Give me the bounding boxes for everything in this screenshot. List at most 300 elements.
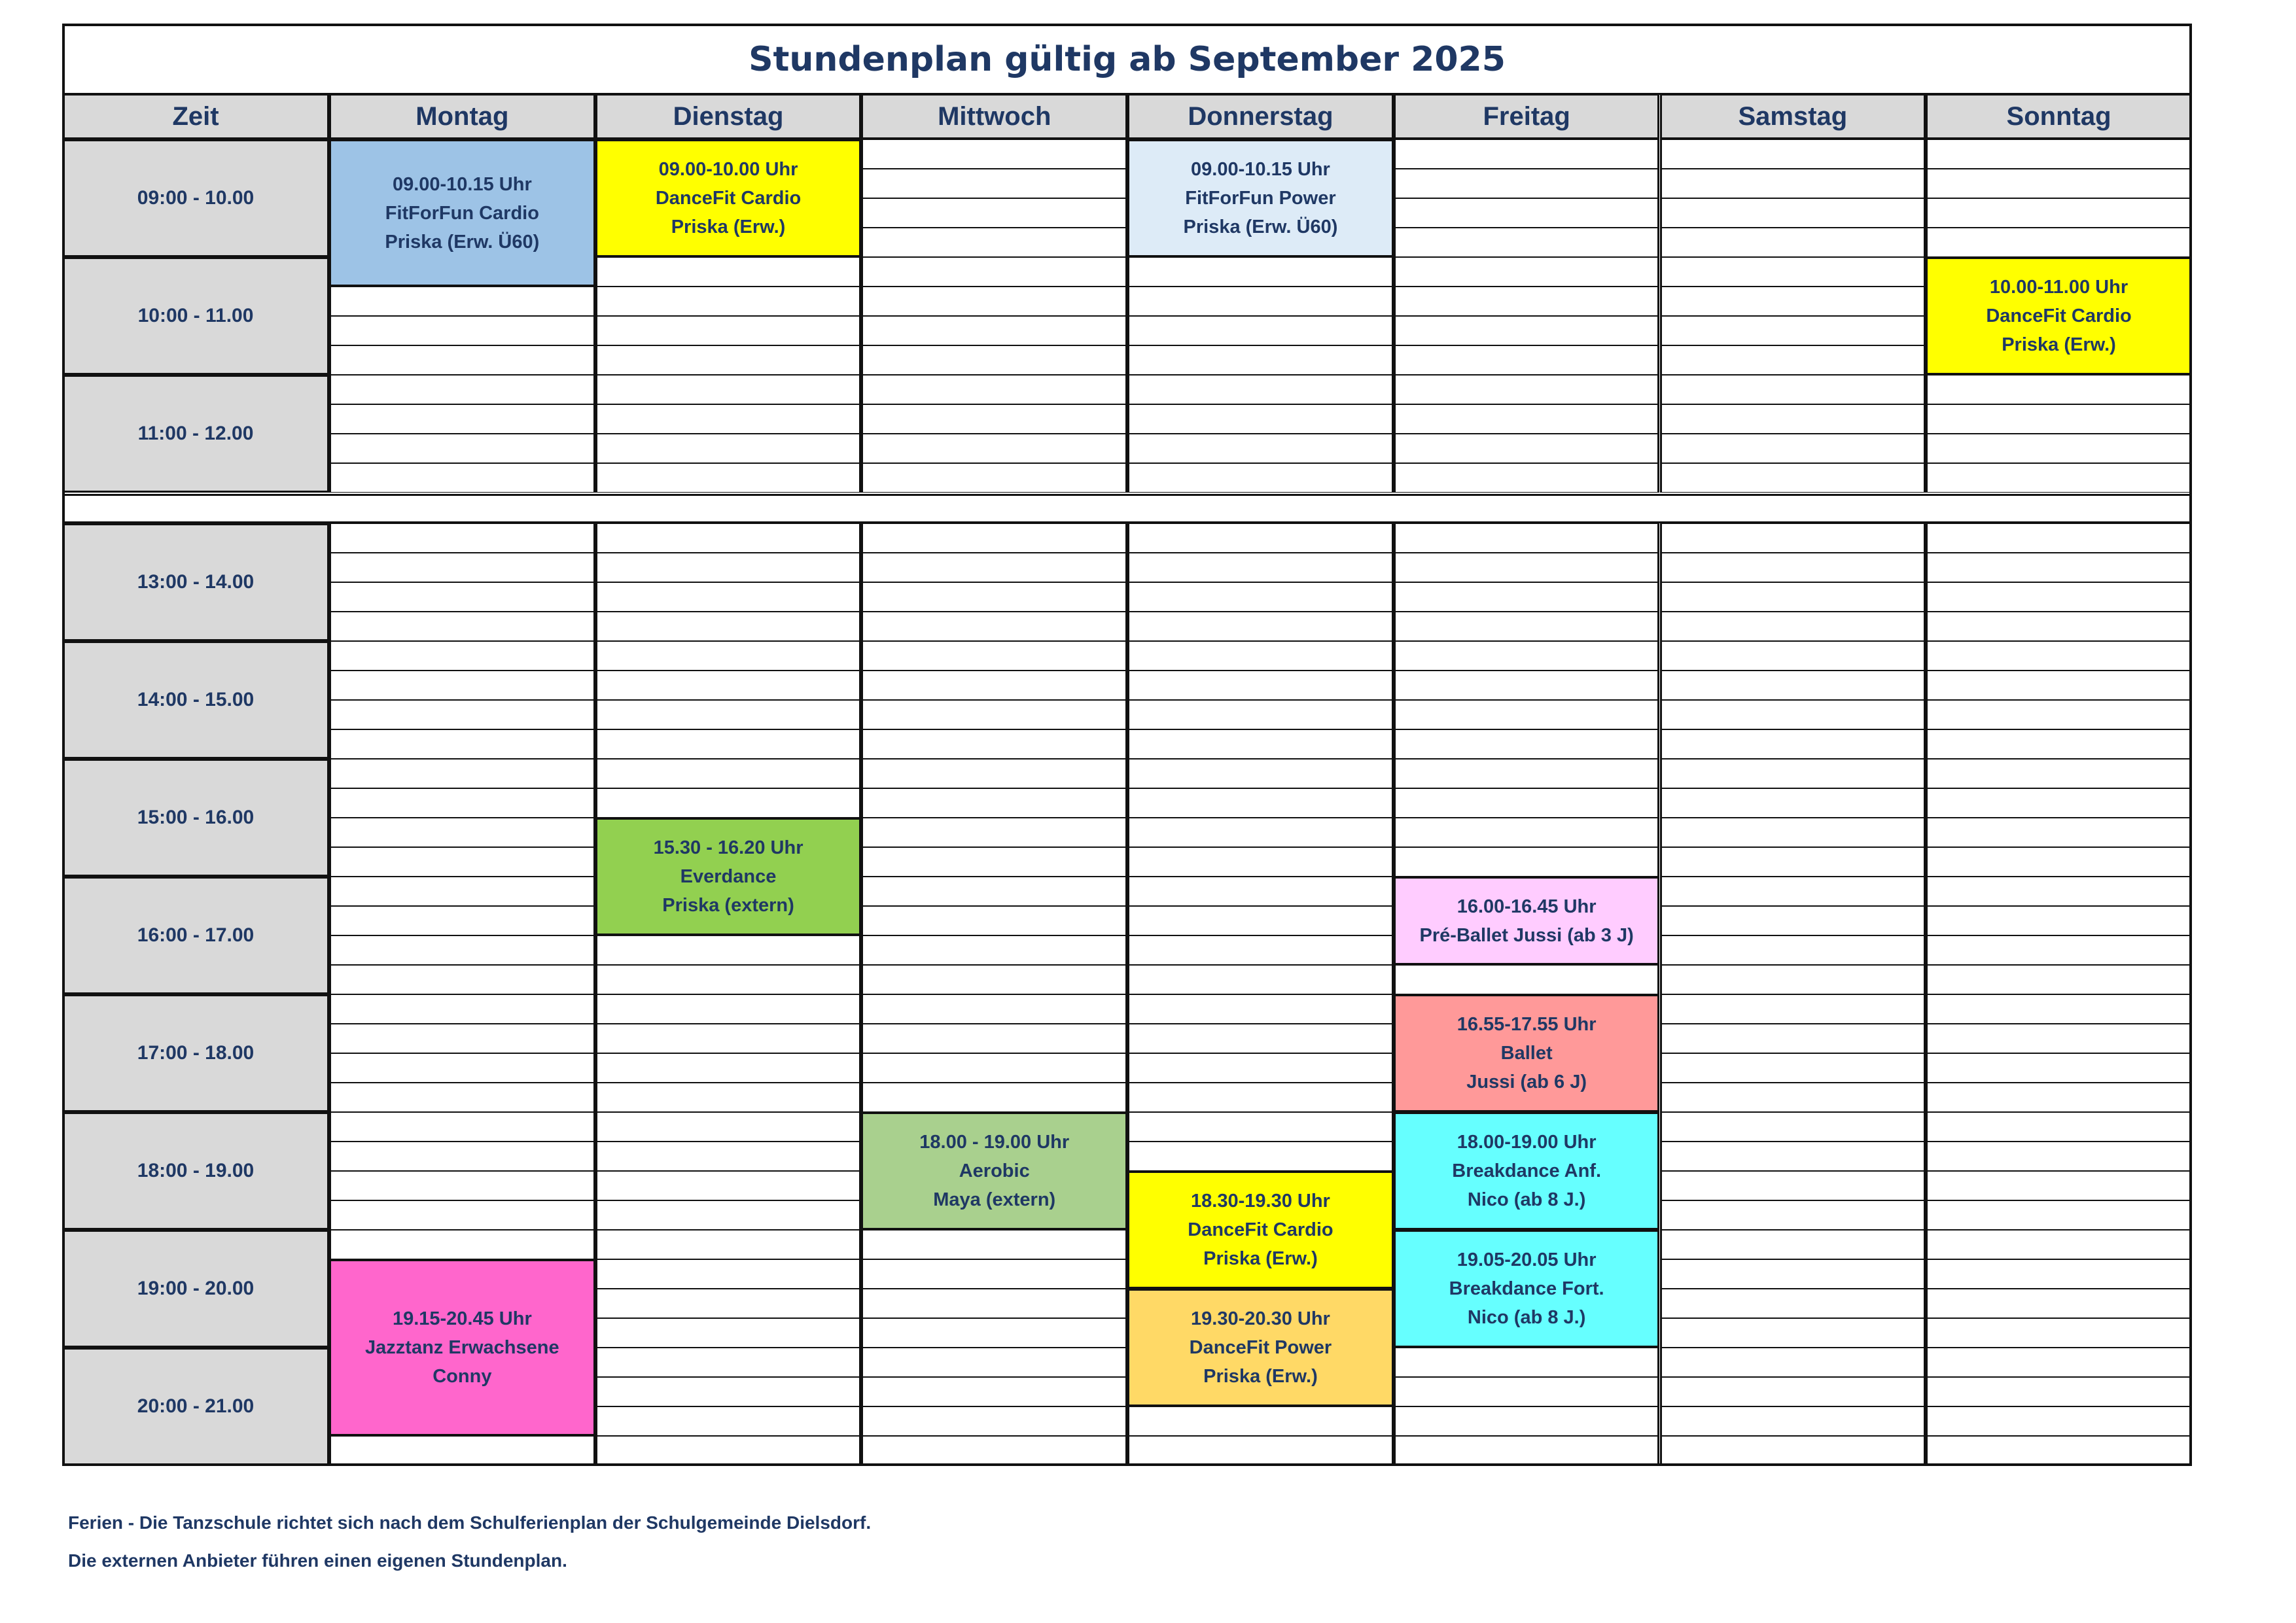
slot-cell: [329, 700, 595, 729]
slot-cell: [595, 1083, 862, 1112]
slot-cell: [595, 1318, 862, 1348]
slot-cell: [1660, 1406, 1926, 1436]
slot-cell: [329, 1230, 595, 1259]
slot-cell: [1660, 139, 1926, 169]
slot-cell: [1660, 1259, 1926, 1289]
event-text-line: 19.15-20.45 Uhr: [392, 1308, 532, 1329]
slot-cell: [1394, 1406, 1660, 1436]
slot-cell: [329, 965, 595, 994]
slot-cell: [861, 1024, 1127, 1053]
slot-cell: [1660, 729, 1926, 759]
slot-cell: [861, 1230, 1127, 1259]
slot-cell: [1394, 671, 1660, 700]
column-header-montag: Montag: [329, 94, 595, 139]
time-label: 18:00 - 19.00: [62, 1112, 329, 1230]
slot-cell: [861, 375, 1127, 404]
slot-cell: [329, 434, 595, 463]
slot-cell: [329, 553, 595, 582]
slot-cell: [1660, 463, 1926, 493]
slot-cell: [329, 818, 595, 847]
slot-cell: [861, 877, 1127, 906]
event-text-line: Priska (Erw. Ü60): [385, 231, 540, 253]
slot-cell: [595, 1230, 862, 1259]
slot-cell: [1660, 818, 1926, 847]
slot-cell: [861, 1436, 1127, 1465]
slot-cell: [329, 287, 595, 316]
slot-cell: [1127, 700, 1394, 729]
slot-cell: [1127, 759, 1394, 788]
slot-cell: [1127, 612, 1394, 641]
slot-cell: [861, 582, 1127, 612]
slot-cell: [1127, 434, 1394, 463]
event-text-line: 10.00-11.00 Uhr: [1989, 277, 2128, 298]
slot-cell: [1926, 1142, 2192, 1171]
slot-cell: [1394, 1377, 1660, 1406]
slot-cell: [1926, 1289, 2192, 1318]
slot-cell: [1660, 877, 1926, 906]
slot-cell: [1127, 463, 1394, 493]
slot-cell: [1660, 1142, 1926, 1171]
slot-cell: [1394, 965, 1660, 994]
slot-cell: [1127, 788, 1394, 818]
slot-cell: [1660, 700, 1926, 729]
event-text-line: 18.00-19.00 Uhr: [1457, 1132, 1597, 1153]
slot-cell: [1926, 1112, 2192, 1142]
slot-cell: [1926, 169, 2192, 198]
slot-cell: [1394, 463, 1660, 493]
slot-cell: [1394, 818, 1660, 847]
time-label: 13:00 - 14.00: [62, 523, 329, 641]
slot-cell: [329, 671, 595, 700]
slot-cell: [1127, 877, 1394, 906]
slot-cell: [1926, 1436, 2192, 1465]
slot-cell: [1660, 1436, 1926, 1465]
slot-cell: [329, 463, 595, 493]
event-text-line: 09.00-10.15 Uhr: [392, 173, 532, 195]
slot-cell: [1394, 316, 1660, 345]
slot-cell: [1127, 1024, 1394, 1053]
slot-cell: [1394, 169, 1660, 198]
slot-cell: [1394, 228, 1660, 257]
slot-cell: [1394, 375, 1660, 404]
class-event: [595, 139, 862, 257]
event-text-line: DanceFit Cardio: [1986, 305, 2132, 326]
slot-cell: [1660, 169, 1926, 198]
slot-cell: [861, 788, 1127, 818]
slot-cell: [595, 1259, 862, 1289]
event-text-line: DanceFit Cardio: [1188, 1219, 1333, 1240]
slot-cell: [1660, 759, 1926, 788]
time-label: 10:00 - 11.00: [62, 257, 329, 375]
slot-cell: [329, 1112, 595, 1142]
slot-cell: [1394, 641, 1660, 671]
slot-cell: [861, 1348, 1127, 1377]
slot-cell: [1926, 994, 2192, 1024]
slot-cell: [595, 1406, 862, 1436]
class-event: [1127, 1289, 1394, 1406]
slot-cell: [1660, 1083, 1926, 1112]
time-label: 19:00 - 20.00: [62, 1230, 329, 1348]
slot-cell: [1394, 729, 1660, 759]
slot-cell: [1660, 641, 1926, 671]
slot-cell: [1127, 1436, 1394, 1465]
slot-cell: [1127, 1406, 1394, 1436]
slot-cell: [1926, 759, 2192, 788]
slot-cell: [1394, 257, 1660, 287]
class-event: [861, 1112, 1127, 1230]
event-text-line: Priska (Erw. Ü60): [1183, 217, 1338, 237]
slot-cell: [1660, 553, 1926, 582]
slot-cell: [861, 1318, 1127, 1348]
class-event: [1394, 1112, 1660, 1230]
slot-cell: [1926, 434, 2192, 463]
slot-cell: [595, 612, 862, 641]
slot-cell: [1926, 1053, 2192, 1083]
slot-cell: [1127, 818, 1394, 847]
slot-cell: [1394, 198, 1660, 228]
slot-cell: [329, 1436, 595, 1465]
slot-cell: [1127, 257, 1394, 287]
slot-cell: [1127, 641, 1394, 671]
time-label: 17:00 - 18.00: [62, 994, 329, 1112]
slot-cell: [1660, 434, 1926, 463]
slot-cell: [329, 1142, 595, 1171]
slot-cell: [861, 965, 1127, 994]
slot-cell: [1394, 759, 1660, 788]
column-header-donnerstag: Donnerstag: [1127, 94, 1394, 139]
event-text-line: FitForFun Cardio: [385, 202, 539, 224]
slot-cell: [595, 994, 862, 1024]
event-text-line: Conny: [433, 1366, 492, 1387]
slot-cell: [329, 523, 595, 553]
slot-cell: [329, 935, 595, 965]
slot-cell: [595, 759, 862, 788]
slot-cell: [1394, 434, 1660, 463]
slot-cell: [1926, 1406, 2192, 1436]
slot-cell: [1926, 788, 2192, 818]
slot-cell: [1926, 1377, 2192, 1406]
slot-cell: [595, 1377, 862, 1406]
slot-cell: [861, 316, 1127, 345]
slot-cell: [595, 671, 862, 700]
slot-cell: [329, 847, 595, 877]
slot-cell: [1926, 1083, 2192, 1112]
slot-cell: [329, 877, 595, 906]
slot-cell: [1660, 582, 1926, 612]
slot-cell: [1926, 198, 2192, 228]
time-label: 15:00 - 16.00: [62, 759, 329, 877]
slot-cell: [1926, 375, 2192, 404]
slot-cell: [1660, 287, 1926, 316]
time-label: 20:00 - 21.00: [62, 1348, 329, 1465]
slot-cell: [861, 1259, 1127, 1289]
slot-cell: [861, 287, 1127, 316]
slot-cell: [1660, 228, 1926, 257]
column-header-freitag: Freitag: [1394, 94, 1660, 139]
slot-cell: [1926, 818, 2192, 847]
slot-cell: [1127, 316, 1394, 345]
slot-cell: [595, 1200, 862, 1230]
slot-cell: [1394, 1348, 1660, 1377]
slot-cell: [1660, 847, 1926, 877]
slot-cell: [595, 935, 862, 965]
slot-cell: [861, 434, 1127, 463]
lunch-break-row: [62, 494, 2192, 523]
time-label: 11:00 - 12.00: [62, 375, 329, 493]
slot-cell: [595, 1171, 862, 1200]
event-text-line: Nico (ab 8 J.): [1467, 1307, 1586, 1328]
slot-cell: [1394, 404, 1660, 434]
slot-cell: [1926, 671, 2192, 700]
page-title: Stundenplan gültig ab September 2025: [749, 40, 1506, 79]
slot-cell: [595, 788, 862, 818]
slot-cell: [1660, 1200, 1926, 1230]
class-event: [1394, 994, 1660, 1112]
event-text-line: Priska (extern): [662, 895, 794, 916]
slot-cell: [1394, 582, 1660, 612]
slot-cell: [1394, 612, 1660, 641]
slot-cell: [595, 316, 862, 345]
event-text-line: 09.00-10.00 Uhr: [658, 159, 798, 180]
slot-cell: [1127, 965, 1394, 994]
slot-cell: [595, 641, 862, 671]
footer-note-external: Die externen Anbieter führen einen eigenen Stundenplan.: [68, 1550, 567, 1571]
slot-cell: [1127, 1112, 1394, 1142]
time-label: 14:00 - 15.00: [62, 641, 329, 759]
slot-cell: [861, 641, 1127, 671]
class-event: [1127, 139, 1394, 257]
slot-cell: [329, 729, 595, 759]
slot-cell: [1926, 729, 2192, 759]
slot-cell: [1127, 935, 1394, 965]
footer-note-holidays: Ferien - Die Tanzschule richtet sich nach dem Schulferienplan der Schulgemeinde Dielsdorf.: [68, 1512, 872, 1533]
slot-cell: [1660, 965, 1926, 994]
slot-cell: [861, 553, 1127, 582]
slot-cell: [861, 612, 1127, 641]
slot-cell: [1660, 375, 1926, 404]
slot-cell: [595, 1024, 862, 1053]
event-text-line: 16.00-16.45 Uhr: [1457, 896, 1597, 917]
slot-cell: [861, 1053, 1127, 1083]
event-text-line: Aerobic: [959, 1161, 1030, 1181]
slot-cell: [329, 345, 595, 375]
slot-cell: [861, 257, 1127, 287]
slot-cell: [595, 700, 862, 729]
slot-cell: [1660, 1053, 1926, 1083]
slot-cell: [861, 671, 1127, 700]
event-text-line: DanceFit Power: [1189, 1337, 1332, 1358]
slot-cell: [1394, 700, 1660, 729]
slot-cell: [1127, 553, 1394, 582]
slot-cell: [861, 847, 1127, 877]
slot-cell: [1660, 1024, 1926, 1053]
event-text-line: FitForFun Power: [1185, 188, 1336, 209]
slot-cell: [1926, 463, 2192, 493]
slot-cell: [861, 1289, 1127, 1318]
slot-cell: [861, 345, 1127, 375]
slot-cell: [1127, 345, 1394, 375]
slot-cell: [1660, 345, 1926, 375]
event-text-line: Priska (Erw.): [671, 217, 786, 237]
slot-cell: [861, 818, 1127, 847]
slot-cell: [1127, 523, 1394, 553]
event-text-line: Ballet: [1500, 1043, 1553, 1064]
slot-cell: [861, 729, 1127, 759]
event-text-line: 18.00 - 19.00 Uhr: [919, 1132, 1070, 1153]
slot-cell: [1660, 198, 1926, 228]
slot-cell: [1127, 1142, 1394, 1171]
slot-cell: [1660, 1348, 1926, 1377]
slot-cell: [1926, 582, 2192, 612]
slot-cell: [595, 1142, 862, 1171]
event-text-line: Priska (Erw.): [1203, 1366, 1318, 1387]
slot-cell: [861, 935, 1127, 965]
slot-cell: [1926, 641, 2192, 671]
slot-cell: [1660, 1230, 1926, 1259]
slot-cell: [861, 906, 1127, 935]
slot-cell: [595, 375, 862, 404]
slot-cell: [861, 1406, 1127, 1436]
event-text-line: 09.00-10.15 Uhr: [1191, 159, 1330, 180]
slot-cell: [1660, 1171, 1926, 1200]
slot-cell: [861, 139, 1127, 169]
slot-cell: [1660, 523, 1926, 553]
event-text-line: 15.30 - 16.20 Uhr: [653, 837, 804, 858]
slot-cell: [1926, 906, 2192, 935]
slot-cell: [1926, 1200, 2192, 1230]
slot-cell: [329, 316, 595, 345]
slot-cell: [595, 1436, 862, 1465]
slot-cell: [329, 1171, 595, 1200]
slot-cell: [1926, 965, 2192, 994]
slot-cell: [595, 729, 862, 759]
event-text-line: 19.30-20.30 Uhr: [1191, 1308, 1330, 1329]
slot-cell: [1127, 287, 1394, 316]
slot-cell: [595, 582, 862, 612]
slot-cell: [1127, 582, 1394, 612]
slot-cell: [1926, 1259, 2192, 1289]
slot-cell: [1127, 847, 1394, 877]
slot-cell: [1127, 404, 1394, 434]
slot-cell: [1926, 228, 2192, 257]
slot-cell: [1127, 1053, 1394, 1083]
slot-cell: [1926, 1318, 2192, 1348]
event-text-line: Jazztanz Erwachsene: [365, 1337, 559, 1358]
slot-cell: [329, 641, 595, 671]
slot-cell: [1394, 523, 1660, 553]
event-text-line: 18.30-19.30 Uhr: [1191, 1191, 1330, 1212]
slot-cell: [595, 257, 862, 287]
slot-cell: [861, 1083, 1127, 1112]
slot-cell: [1926, 847, 2192, 877]
slot-cell: [595, 1112, 862, 1142]
column-header-dienstag: Dienstag: [595, 94, 862, 139]
slot-cell: [1394, 139, 1660, 169]
slot-cell: [861, 169, 1127, 198]
slot-cell: [861, 463, 1127, 493]
column-header-samstag: Samstag: [1660, 94, 1926, 139]
event-text-line: Jussi (ab 6 J): [1466, 1072, 1587, 1092]
class-event: [329, 1259, 595, 1436]
event-text-line: 19.05-20.05 Uhr: [1457, 1249, 1597, 1270]
slot-cell: [1660, 906, 1926, 935]
slot-cell: [329, 612, 595, 641]
slot-cell: [1660, 671, 1926, 700]
slot-cell: [1660, 1289, 1926, 1318]
slot-cell: [861, 759, 1127, 788]
slot-cell: [1926, 1171, 2192, 1200]
slot-cell: [1660, 1318, 1926, 1348]
event-text-line: Breakdance Anf.: [1452, 1161, 1602, 1181]
column-header-sonntag: Sonntag: [1926, 94, 2192, 139]
slot-cell: [595, 1289, 862, 1318]
slot-cell: [1660, 404, 1926, 434]
slot-cell: [1926, 612, 2192, 641]
slot-cell: [329, 375, 595, 404]
slot-cell: [1127, 994, 1394, 1024]
slot-cell: [1660, 612, 1926, 641]
slot-cell: [1394, 287, 1660, 316]
time-label: 09:00 - 10.00: [62, 139, 329, 257]
slot-cell: [595, 463, 862, 493]
slot-cell: [1127, 906, 1394, 935]
slot-cell: [1394, 1436, 1660, 1465]
slot-cell: [595, 523, 862, 553]
slot-cell: [1660, 1377, 1926, 1406]
slot-cell: [329, 404, 595, 434]
slot-cell: [1926, 877, 2192, 906]
slot-cell: [595, 1053, 862, 1083]
slot-cell: [595, 287, 862, 316]
slot-cell: [1127, 375, 1394, 404]
slot-cell: [1394, 553, 1660, 582]
slot-cell: [861, 228, 1127, 257]
slot-cell: [329, 582, 595, 612]
slot-cell: [1926, 139, 2192, 169]
event-text-line: 16.55-17.55 Uhr: [1457, 1014, 1597, 1035]
time-label: 16:00 - 17.00: [62, 877, 329, 994]
slot-cell: [1926, 1024, 2192, 1053]
class-event: [1394, 1230, 1660, 1348]
slot-cell: [861, 198, 1127, 228]
slot-cell: [329, 759, 595, 788]
slot-cell: [1127, 729, 1394, 759]
event-text-line: Everdance: [680, 866, 777, 887]
slot-cell: [1926, 523, 2192, 553]
event-text-line: Nico (ab 8 J.): [1467, 1189, 1586, 1210]
slot-cell: [329, 1024, 595, 1053]
slot-cell: [861, 1377, 1127, 1406]
slot-cell: [861, 523, 1127, 553]
event-text-line: DanceFit Cardio: [655, 188, 802, 209]
slot-cell: [1127, 1083, 1394, 1112]
column-header-mittwoch: Mittwoch: [861, 94, 1127, 139]
slot-cell: [1127, 671, 1394, 700]
slot-cell: [329, 994, 595, 1024]
event-text-line: Pré-Ballet Jussi (ab 3 J): [1419, 924, 1634, 946]
slot-cell: [595, 1348, 862, 1377]
class-event: [595, 818, 862, 935]
slot-cell: [329, 1083, 595, 1112]
slot-cell: [329, 788, 595, 818]
slot-cell: [1660, 994, 1926, 1024]
event-text-line: Maya (extern): [933, 1189, 1056, 1210]
slot-cell: [595, 404, 862, 434]
class-event: [1127, 1171, 1394, 1289]
slot-cell: [1660, 316, 1926, 345]
slot-cell: [1660, 257, 1926, 287]
class-event: [1394, 877, 1660, 965]
